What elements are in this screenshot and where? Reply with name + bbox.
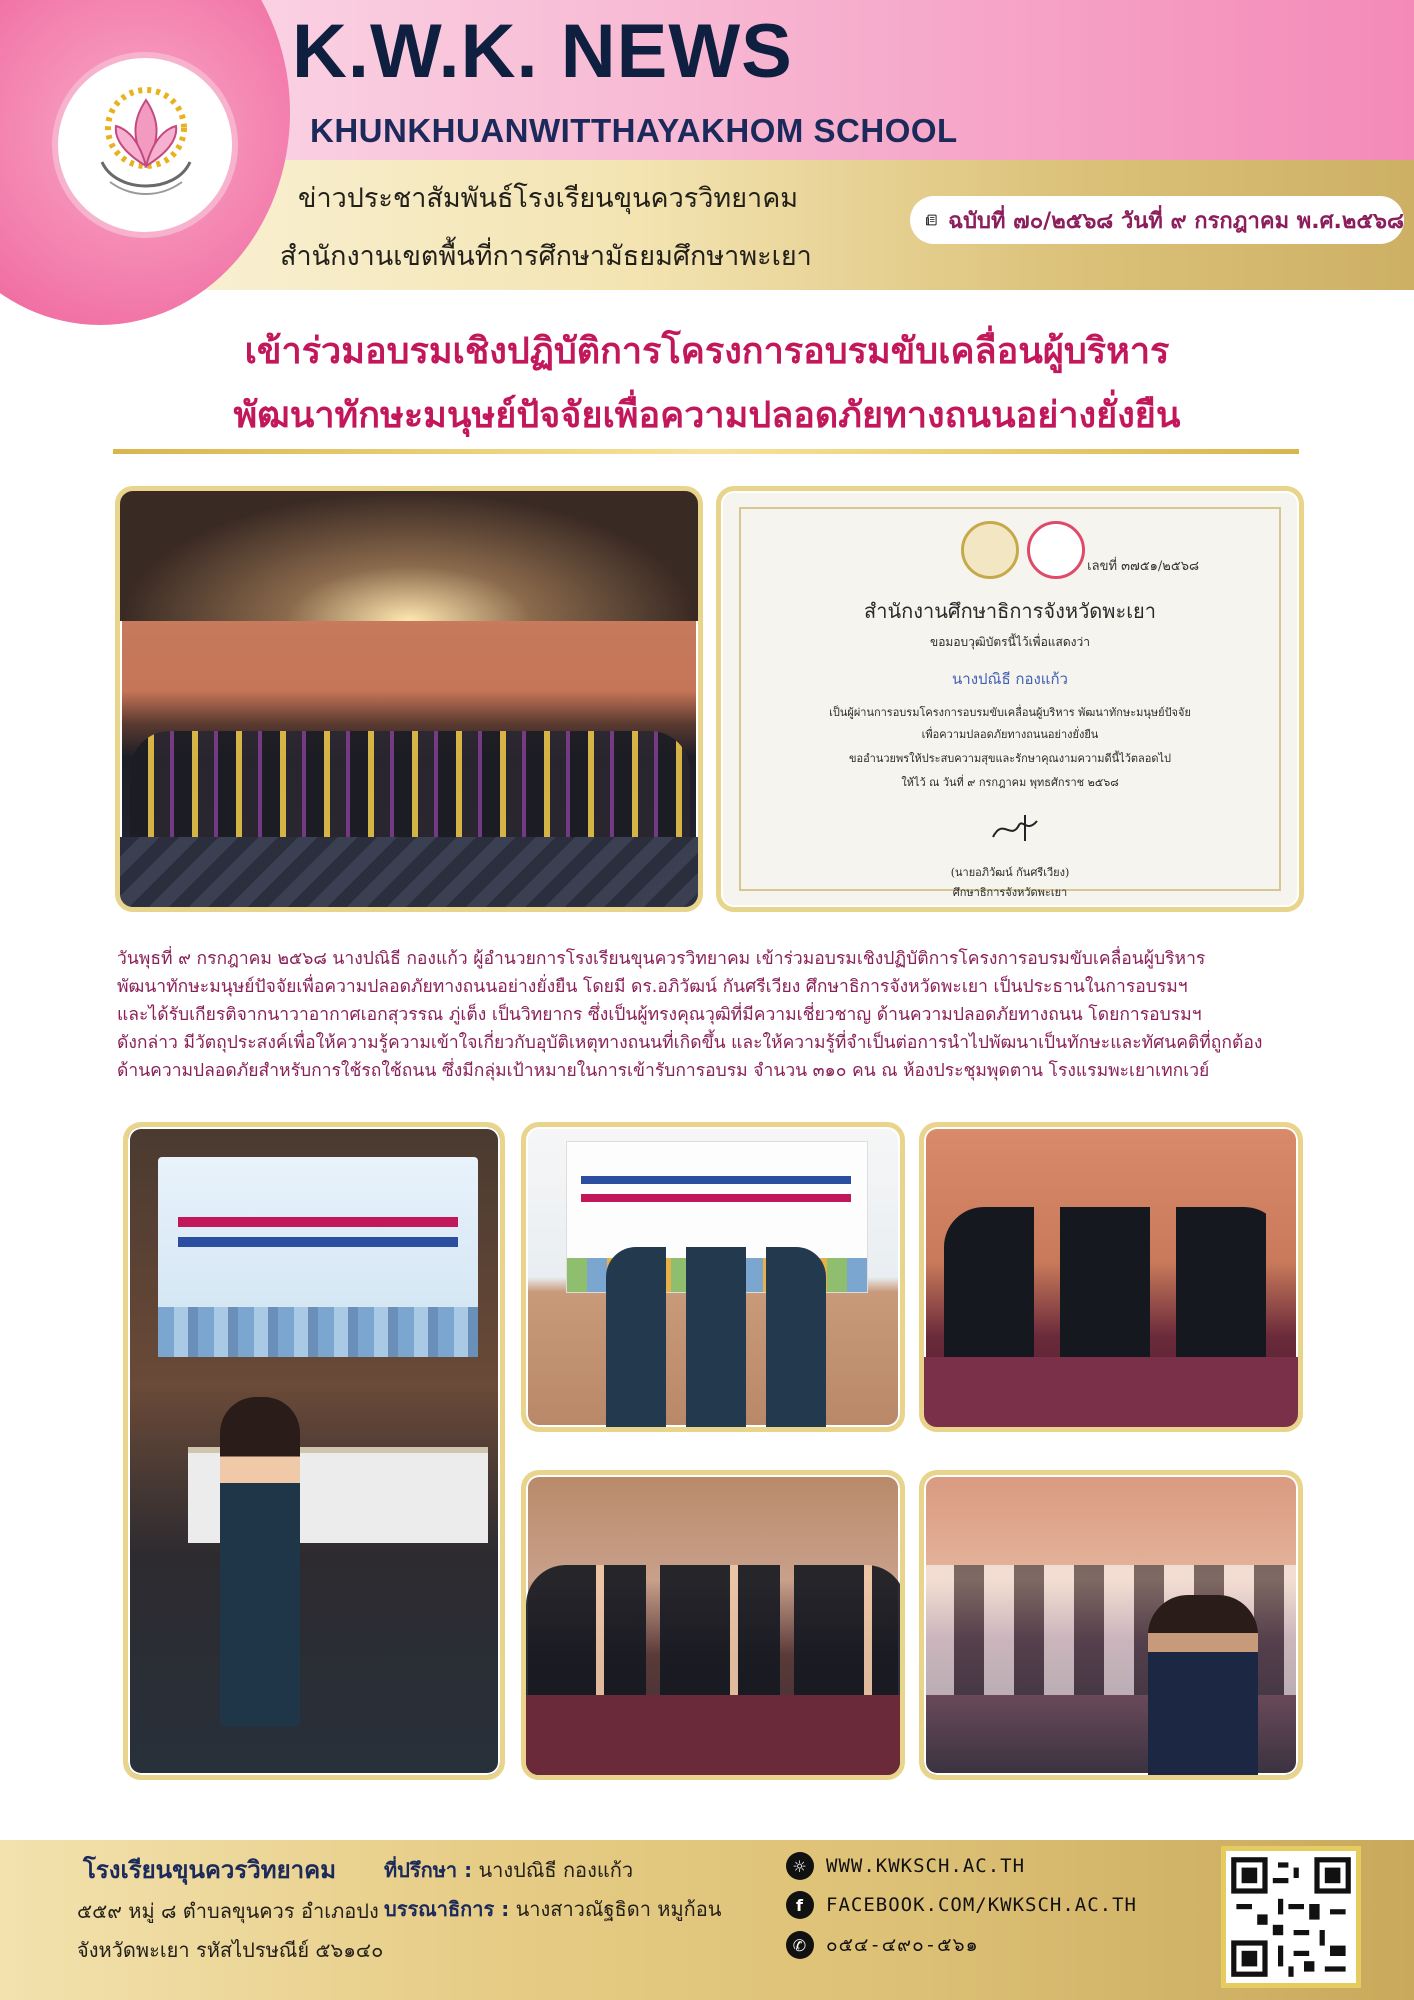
school-logo bbox=[52, 52, 238, 238]
photo-hall-crowd bbox=[130, 731, 690, 851]
photo-director-figure bbox=[220, 1397, 300, 1727]
photo-seated-figures bbox=[944, 1207, 1284, 1367]
article-line: พัฒนาทักษะมนุษย์ปัจจัยเพื่อความปลอดภัยทางถนนอย่างยั่งยืน โดยมี ดร.อภิวัฒน์ กันศรีเวียง ศึกษาธิการจังหวัดพะเยา เป็นประธานในการอบรมฯ bbox=[117, 977, 1188, 997]
advisor-name: นางปณิธี กองแก้ว bbox=[478, 1858, 634, 1882]
signature-icon bbox=[989, 811, 1041, 847]
website-link[interactable]: WWW.KWKSCH.AC.TH bbox=[826, 1855, 1026, 1877]
footer-website[interactable] bbox=[786, 1852, 1025, 1880]
certificate-office: สำนักงานศึกษาธิการจังหวัดพะเยา bbox=[864, 599, 1156, 623]
phone-number: ๐๕๔-๔๙๐-๕๖๑ bbox=[826, 1934, 979, 1956]
photo-jersey-figure bbox=[1148, 1595, 1258, 1780]
article-line: และได้รับเกียรติจากนาวาอากาศเอกสุวรรณ ภู่เต็ง เป็นวิทยากร ซึ่งเป็นผู้ทรงคุณวุฒิที่มีความเชี่ยวชาญ ด้านความปลอดภัยทางถนน โดยการอบรมฯ bbox=[117, 1005, 1202, 1025]
footer-editor bbox=[384, 1893, 721, 1925]
certificate-number: เลขที่ ๓๗๕๑/๒๕๖๘ bbox=[1087, 559, 1199, 574]
certificate-photo bbox=[716, 486, 1304, 912]
header-line-office: สำนักงานเขตพื้นที่การศึกษามัธยมศึกษาพะเยา bbox=[280, 241, 812, 272]
footer-advisor bbox=[384, 1854, 633, 1886]
issue-number-date: ฉบับที่ ๗๐/๒๕๖๘ วันที่ ๙ กรกฎาคม พ.ศ.๒๕๖๘ bbox=[948, 208, 1404, 234]
certificate-date: ให้ไว้ ณ วันที่ ๙ กรกฎาคม พุทธศักราช ๒๕๖๘ bbox=[901, 776, 1119, 789]
headline-line-2: พัฒนาทักษะมนุษย์ปัจจัยเพื่อความปลอดภัยทางถนนอย่างยั่งยืน bbox=[233, 395, 1181, 436]
photo-table bbox=[526, 1695, 900, 1775]
qr-code-icon bbox=[1226, 1851, 1356, 1983]
article-body bbox=[117, 945, 1307, 1085]
header-line-pr: ข่าวประชาสัมพันธ์โรงเรียนขุนควรวิทยาคม bbox=[298, 183, 799, 214]
office-seal-icon bbox=[961, 521, 1019, 579]
photo-hall-carpet bbox=[120, 837, 698, 907]
article-line: วันพุธที่ ๙ กรกฎาคม ๒๕๖๘ นางปณิธี กองแก้ว ผู้อำนวยการโรงเรียนขุนควรวิทยาคม เข้าร่วมอบรมเชิงปฏิบัติการโครงการอบรมขับเคลื่อนผู้บริหาร bbox=[117, 949, 1206, 969]
headline-line-1: เข้าร่วมอบรมเชิงปฏิบัติการโครงการอบรมขับเคลื่อนผู้บริหาร bbox=[244, 331, 1170, 372]
photo-director-stage bbox=[123, 1122, 505, 1780]
photo-audience-rows bbox=[919, 1470, 1303, 1780]
photo-group-hall bbox=[115, 486, 703, 912]
photo-projection-screen bbox=[158, 1157, 478, 1357]
article-line: ด้านความปลอดภัยสำหรับการใช้รถใช้ถนน ซึ่งมีกลุ่มเป้าหมายในการเข้ารับการอบรม จำนวน ๓๑๐ คน ณ ห้องประชุมพุดตาน โรงแรมพะเยาเทกเวย์ bbox=[117, 1061, 1210, 1081]
photo-seated-three bbox=[919, 1122, 1303, 1432]
footer-address-1: ๕๕๙ หมู่ ๘ ตำบลขุนควร อำเภอปง bbox=[77, 1899, 379, 1923]
photo-trio-figures bbox=[606, 1247, 826, 1427]
footer-phone bbox=[786, 1930, 979, 1960]
footer-facebook[interactable] bbox=[786, 1891, 1137, 1919]
newspaper-icon bbox=[926, 205, 938, 235]
footer-address-2: จังหวัดพะเยา รหัสไปรษณีย์ ๕๖๑๔๐ bbox=[77, 1938, 384, 1962]
photo-table bbox=[924, 1357, 1298, 1427]
editor-label: บรรณาธิการ : bbox=[384, 1897, 510, 1921]
certificate-recipient: นางปณิธี กองแก้ว bbox=[952, 670, 1068, 688]
globe-icon: ☼ bbox=[786, 1852, 814, 1880]
newsletter-title: K.W.K. NEWS bbox=[292, 9, 793, 94]
heart-logo-icon bbox=[1027, 521, 1085, 579]
certificate-signer: (นายอภิวัฒน์ กันศรีเวียง) bbox=[950, 866, 1070, 879]
photo-three-people-banner bbox=[521, 1122, 905, 1432]
lotus-logo-icon bbox=[76, 70, 216, 220]
certificate-desc-1: เป็นผู้ผ่านการอบรมโครงการอบรมขับเคลื่อนผู้บริหาร พัฒนาทักษะมนุษย์ปัจจัย bbox=[829, 706, 1191, 719]
editor-name: นางสาวณัฐธิดา หมูก้อน bbox=[515, 1897, 722, 1921]
certificate-blessing: ขออำนวยพรให้ประสบความสุขและรักษาคุณงามความดีนี้ไว้ตลอดไป bbox=[848, 752, 1172, 765]
qr-code[interactable] bbox=[1221, 1846, 1361, 1988]
issue-badge bbox=[910, 196, 1404, 244]
facebook-link[interactable]: FACEBOOK.COM/KWKSCH.AC.TH bbox=[826, 1894, 1137, 1916]
headline-divider bbox=[113, 449, 1299, 454]
photo-group-table bbox=[521, 1470, 905, 1780]
advisor-label: ที่ปรึกษา : bbox=[384, 1858, 473, 1882]
certificate-desc-2: เพื่อความปลอดภัยทางถนนอย่างยั่งยืน bbox=[921, 728, 1099, 741]
school-name-english: KHUNKHUANWITTHAYAKHOM SCHOOL bbox=[310, 112, 958, 149]
photo-hall-ceiling bbox=[120, 491, 698, 621]
article-line: ดังกล่าว มีวัตถุประสงค์เพื่อให้ความรู้ความเข้าใจเกี่ยวกับอุบัติเหตุทางถนนที่เกิดขึ้น และให้ความรู้ที่จำเป็นต่อการนำไปพัฒนาเป็นทักษะและทัศนคติที่ถูกต้อง bbox=[117, 1033, 1263, 1053]
phone-icon: ✆ bbox=[786, 1931, 814, 1959]
certificate-intro: ขอมอบวุฒิบัตรนี้ไว้เพื่อแสดงว่า bbox=[930, 635, 1090, 649]
facebook-icon: f bbox=[786, 1891, 814, 1919]
certificate-signer-title: ศึกษาธิการจังหวัดพะเยา bbox=[952, 886, 1068, 899]
footer-school-name: โรงเรียนขุนควรวิทยาคม bbox=[83, 1856, 337, 1884]
